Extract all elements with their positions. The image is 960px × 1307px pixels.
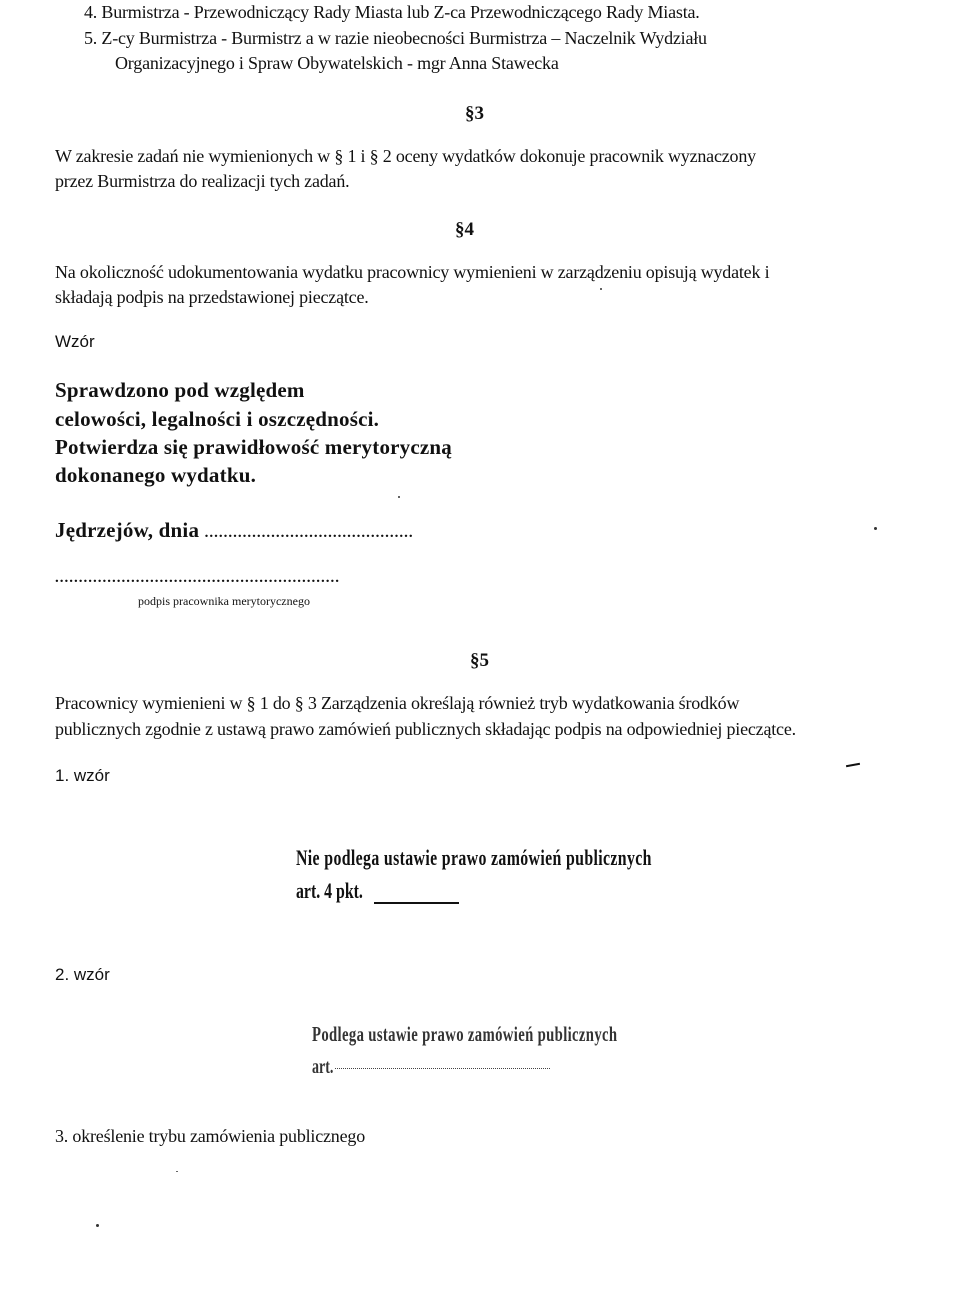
list-item-5-line2: Organizacyjnego i Spraw Obywatelskich - mgr Anna Stawecka xyxy=(115,53,559,73)
stamp-place: Jędrzejów, dnia xyxy=(55,518,200,542)
stamp-2-line1: Podlega ustawie prawo zamówień publicznych xyxy=(312,1022,618,1046)
section-5-heading: §5 xyxy=(470,650,489,671)
item-3: 3. określenie trybu zamówienia publicznego xyxy=(55,1126,365,1146)
section-5-line1: Pracownicy wymienieni w § 1 do § 3 Zarządzenia określają również tryb wydatkowania środków xyxy=(55,693,740,713)
stamp-line-1: Sprawdzono pod względem xyxy=(55,378,305,402)
scan-speck xyxy=(398,496,400,498)
stamp-2-dotted-line xyxy=(335,1068,550,1069)
scan-speck xyxy=(96,1224,99,1227)
scan-mark xyxy=(846,763,860,767)
scan-speck xyxy=(874,527,877,530)
stamp-line-2: celowości, legalności i oszczędności. xyxy=(55,407,380,431)
section-5-line2: publicznych zgodnie z ustawą prawo zamówień publicznych składając podpis na odpowiedniej pieczątce. xyxy=(55,719,796,739)
stamp-place-date xyxy=(55,518,414,543)
signature-dots: ............................................................ xyxy=(55,570,340,586)
section-3-line1: W zakresie zadań nie wymienionych w § 1 i § 2 oceny wydatków dokonuje pracownik wyznaczony xyxy=(55,146,756,166)
wzor-2-label: 2. wzór xyxy=(55,965,110,984)
wzor-1-label: 1. wzór xyxy=(55,766,110,785)
stamp-1-line1: Nie podlega ustawie prawo zamówień publicznych xyxy=(296,845,652,870)
stamp-1-underline xyxy=(374,902,459,904)
list-item-4: 4. Burmistrza - Przewodniczący Rady Miasta lub Z-ca Przewodniczącego Rady Miasta. xyxy=(84,2,700,22)
stamp-date-dots: ............................................ xyxy=(204,525,414,541)
scan-speck xyxy=(600,288,602,290)
section-3-line2: przez Burmistrza do realizacji tych zadań. xyxy=(55,171,350,191)
section-4-line2: składają podpis na przedstawionej pieczątce. xyxy=(55,287,369,307)
stamp-1-line2: art. 4 pkt. xyxy=(296,878,363,903)
stamp-line-3: Potwierdza się prawidłowość merytoryczną xyxy=(55,435,452,459)
list-item-5-line1: 5. Z-cy Burmistrza - Burmistrz a w razie nieobecności Burmistrza – Naczelnik Wydziału xyxy=(84,28,707,48)
signature-caption: podpis pracownika merytorycznego xyxy=(138,594,310,608)
scan-speck xyxy=(176,1171,178,1172)
section-3-heading: §3 xyxy=(465,103,484,124)
wzor-label: Wzór xyxy=(55,332,95,351)
stamp-line-4: dokonanego wydatku. xyxy=(55,463,257,487)
section-4-heading: §4 xyxy=(455,219,474,240)
section-4-line1: Na okoliczność udokumentowania wydatku pracownicy wymienieni w zarządzeniu opisują wydatek i xyxy=(55,262,770,282)
stamp-2-line2: art. xyxy=(312,1056,334,1078)
